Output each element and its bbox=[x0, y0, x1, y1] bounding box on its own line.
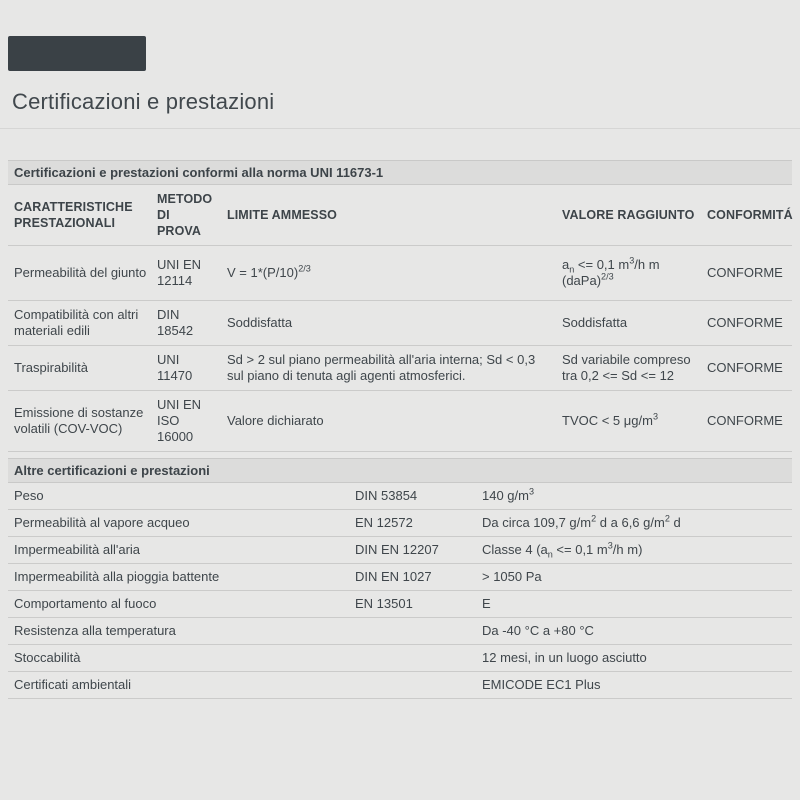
cell-name: Peso bbox=[14, 488, 44, 503]
cell-conformita: CONFORME bbox=[707, 413, 783, 428]
table-row bbox=[8, 672, 792, 699]
cell-name: Permeabilità al vapore acqueo bbox=[14, 515, 190, 530]
cell-metodo: UNI EN 12114 bbox=[157, 257, 202, 288]
cell-name: Stoccabilità bbox=[14, 650, 81, 665]
cell-standard: EN 13501 bbox=[355, 596, 413, 611]
table-row bbox=[8, 618, 792, 645]
section-title-bar-altre bbox=[8, 458, 792, 483]
cell-metodo: UNI EN ISO 16000 bbox=[157, 397, 202, 444]
cell-valore: $a_n <= 0,1$ $m^3/h$ m (daPa)$^{2/3}$ bbox=[562, 255, 660, 288]
cell-name: Comportamento al fuoco bbox=[14, 596, 157, 611]
cell-caratteristica: Compatibilità con altri materiali edili bbox=[14, 307, 139, 338]
cell-standard bbox=[355, 627, 482, 635]
cell-standard: EN 12572 bbox=[355, 515, 413, 530]
cell-value: E bbox=[482, 596, 491, 611]
section-title: Certificazioni e prestazioni conformi alla norma UNI 11673-1 bbox=[14, 165, 384, 180]
cell-value: 12 mesi, in un luogo asciutto bbox=[482, 650, 647, 665]
column-header-limite: LIMITE AMMESSO bbox=[227, 208, 337, 222]
cell-standard: DIN EN 12207 bbox=[355, 542, 439, 557]
table-row bbox=[8, 301, 792, 346]
cell-standard: DIN 53854 bbox=[355, 488, 418, 503]
cell-value: Classe 4 ($a_n <= 0,1$ $m^3/h$ m) bbox=[482, 540, 643, 560]
cell-value: 140 $g/m^3$ bbox=[482, 486, 535, 503]
cell-metodo: DIN 18542 bbox=[157, 307, 194, 338]
cell-caratteristica: Traspirabilità bbox=[14, 360, 88, 375]
cell-metodo: UNI 11470 bbox=[157, 352, 193, 383]
other-certifications-section bbox=[8, 458, 792, 699]
cell-valore: Soddisfatta bbox=[562, 315, 628, 330]
column-header-valore: VALORE RAGGIUNTO bbox=[562, 208, 695, 222]
table1-header-row bbox=[8, 185, 792, 246]
table-row bbox=[8, 391, 792, 452]
column-header-metodo: METODO DI PROVA bbox=[157, 192, 213, 238]
table-row bbox=[8, 483, 792, 510]
table-row bbox=[8, 510, 792, 537]
cell-value: EMICODE EC1 Plus bbox=[482, 677, 601, 692]
cell-valore: Sd variabile compreso tra 0,2 <= Sd <= 12 bbox=[562, 352, 691, 383]
cell-limite: $V = 1*(P/10)^{2/3}$ bbox=[227, 263, 311, 280]
cell-standard: DIN EN 1027 bbox=[355, 569, 432, 584]
cell-value: Da circa 109,7 $g/m^2$ d a 6,6 $g/m^2$ d bbox=[482, 513, 681, 530]
cell-value: Da -40 °C a +80 °C bbox=[482, 623, 594, 638]
table-row bbox=[8, 346, 792, 391]
column-header-caratteristiche: CARATTERISTICHE PRESTAZIONALI bbox=[14, 200, 133, 230]
cell-name: Impermeabilità all'aria bbox=[14, 542, 141, 557]
cell-name: Impermeabilità alla pioggia battente bbox=[14, 569, 220, 584]
cell-caratteristica: Emissione di sostanze volatili (COV-VOC) bbox=[14, 405, 144, 436]
title-divider bbox=[0, 128, 800, 129]
table-row bbox=[8, 537, 792, 564]
cell-valore: TVOC < 5 $\mu g/m^3$ bbox=[562, 411, 658, 428]
cell-conformita: CONFORME bbox=[707, 360, 783, 375]
cell-conformita: CONFORME bbox=[707, 315, 783, 330]
cell-name: Certificati ambientali bbox=[14, 677, 132, 692]
table-row bbox=[8, 645, 792, 672]
certifications-uni11673-section bbox=[8, 160, 792, 452]
cell-caratteristica: Permeabilità del giunto bbox=[14, 265, 147, 280]
cell-value: > 1050 Pa bbox=[482, 569, 542, 584]
table-row bbox=[8, 591, 792, 618]
logo-placeholder bbox=[8, 36, 146, 71]
column-header-conformita: CONFORMITÁ bbox=[707, 208, 793, 222]
section-title-bar-uni11673 bbox=[8, 160, 792, 185]
table-row bbox=[8, 246, 792, 301]
cell-limite: Soddisfatta bbox=[227, 315, 293, 330]
cell-standard bbox=[355, 681, 482, 689]
page-title: Certificazioni e prestazioni bbox=[12, 89, 275, 114]
cell-limite: Valore dichiarato bbox=[227, 413, 324, 428]
cell-limite: Sd > 2 sul piano permeabilità all'aria interna; Sd < 0,3 sul piano di tenuta agli agenti atmosferici. bbox=[227, 352, 536, 383]
cell-name: Resistenza alla temperatura bbox=[14, 623, 176, 638]
cell-conformita: CONFORME bbox=[707, 265, 783, 280]
cell-standard bbox=[355, 654, 482, 662]
table-row bbox=[8, 564, 792, 591]
section-title: Altre certificazioni e prestazioni bbox=[14, 463, 210, 478]
